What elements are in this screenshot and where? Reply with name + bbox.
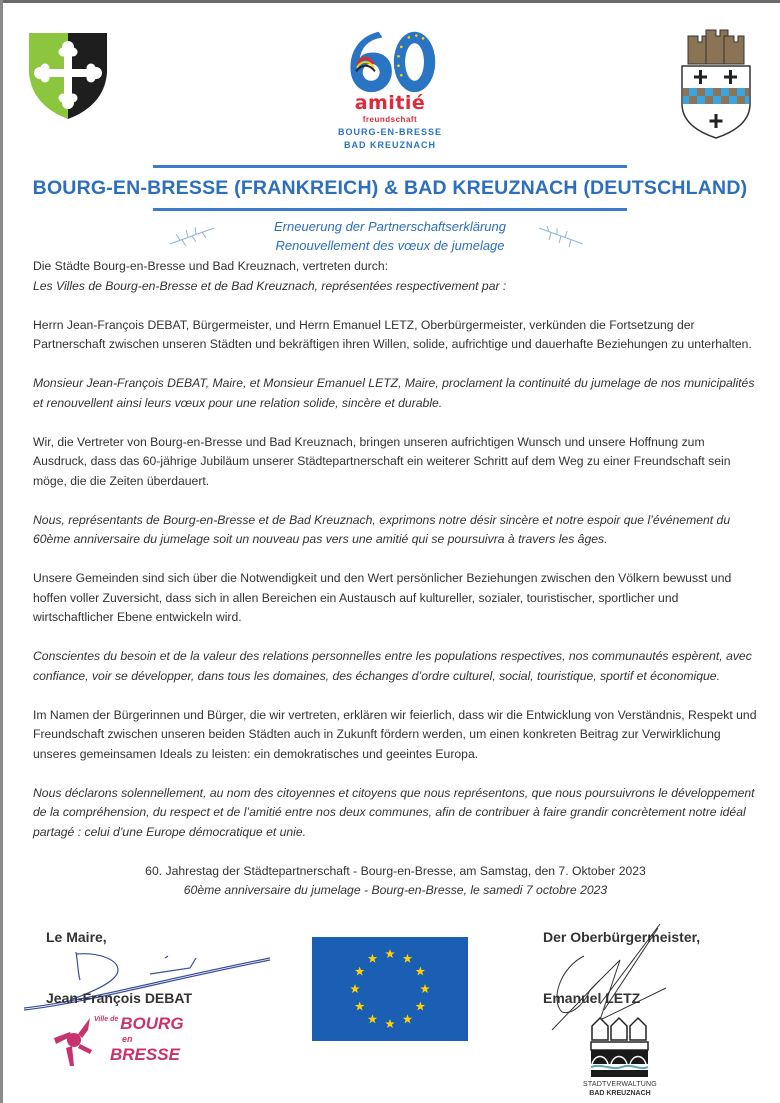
logo-freundschaft-text: freundschaft bbox=[362, 115, 418, 124]
subtitle-block bbox=[0, 217, 780, 255]
page-border-top bbox=[0, 0, 780, 3]
intro-french: Les Villes de Bourg-en-Bresse et de Bad Kreuznach, représentées respectivement par : bbox=[33, 278, 507, 293]
logo-amitie-text: amitié bbox=[354, 92, 426, 114]
paragraph-wish-fr: Nous, représentants de Bourg-en-Bresse et de Bad Kreuznach, exprimons notre désir sincère et notre espoir que l’événement du 60ème anniversaire du jumelage soit un nouveau pas vers une amitié qui se poursuivra à travers les âges. bbox=[33, 512, 731, 546]
date-german: 60. Jahrestag der Städtepartnerschaft - Bourg-en-Bresse, am Samstag, den 7. Oktober 2023 bbox=[145, 863, 646, 878]
subtitle-german: Erneuerung der Partnerschaftserklärung bbox=[274, 219, 506, 234]
eu-star-icon bbox=[385, 949, 395, 958]
eu-star-icon bbox=[403, 954, 413, 963]
paragraph-mayors-fr: Monsieur Jean-François DEBAT, Maire, et Monsieur Emanuel LETZ, Maire, proclament la continuité du jumelage de nos municipalités et renouvellent ainsi leurs vœux pour une relation solide, sincère et durable. bbox=[33, 376, 755, 410]
eu-star-icon bbox=[420, 984, 430, 993]
stadt-logo-line2: BAD KREUZNACH bbox=[589, 1090, 651, 1097]
logo-city-bourg: BOURG-EN-BRESSE bbox=[337, 127, 442, 137]
eu-stars-icon bbox=[312, 937, 468, 1041]
intro-german: Die Städte Bourg-en-Bresse und Bad Kreuznach, vertreten durch: bbox=[33, 259, 388, 273]
stadtverwaltung-logo bbox=[582, 1016, 658, 1103]
document-title: BOURG-EN-BRESSE (FRANKREICH) & BAD KREUZNACH (DEUTSCHLAND) bbox=[32, 177, 748, 199]
bourg-logo-wordmark bbox=[94, 1014, 204, 1065]
logo-city-kreuznach: BAD KREUZNACH bbox=[344, 140, 436, 150]
page-border-left bbox=[0, 0, 3, 1103]
paragraph-wish-de: Wir, die Vertreter von Bourg-en-Bresse und Bad Kreuznach, bringen unseren aufrichtigen Wunsch und unsere Hoffnung zum Ausdruck, dass das 60-jährige Jubiläum unserer Städtepartnerschaft ein weiterer Schritt auf dem Weg zu einer Freundschaft sein möge, die die Zeiten überdauert. bbox=[33, 434, 731, 488]
date-french: 60ème anniversaire du jumelage - Bourg-en-Bresse, le samedi 7 octobre 2023 bbox=[183, 882, 608, 897]
eu-star-icon bbox=[368, 1014, 378, 1023]
stadt-logo-line1: STADTVERWALTUNG bbox=[583, 1081, 657, 1088]
eu-star-icon bbox=[368, 954, 378, 963]
subtitle-french: Renouvellement des vœux de jumelage bbox=[275, 238, 505, 253]
eu-flag bbox=[312, 937, 468, 1041]
sixty-years-logo bbox=[330, 28, 450, 158]
paragraph-exchange-de: Unsere Gemeinden sind sich über die Notwendigkeit und den Wert persönlicher Beziehungen zwischen den Völkern bewusst und hoffen voller Zuversicht, dass sich in allen Bereichen ein Austausch auf kultureller, sozialer, touristischer, sportlicher und wirtschaftlicher Ebene entwickeln wird. bbox=[33, 571, 732, 624]
title-rule-top bbox=[153, 165, 627, 168]
signatory-right-name: Emanuel LETZ bbox=[543, 990, 641, 1006]
bad-kreuznach-crest-icon bbox=[678, 28, 754, 140]
sixty-number-icon bbox=[338, 28, 442, 94]
bourg-logo-line1: BOURG bbox=[120, 1014, 184, 1033]
eu-star-icon bbox=[355, 967, 365, 976]
eu-star-icon bbox=[355, 1002, 365, 1011]
signatory-left-role: Le Maire, bbox=[46, 929, 107, 945]
signatory-right-role: Der Oberbürgermeister, bbox=[543, 929, 701, 945]
bourg-logo-prefix: Ville de bbox=[94, 1016, 119, 1023]
stadt-arches-icon bbox=[590, 1016, 650, 1078]
bourg-logo-line3: BRESSE bbox=[110, 1045, 180, 1064]
signature-debat-icon bbox=[20, 940, 280, 1020]
eu-star-icon bbox=[403, 1014, 413, 1023]
paragraph-exchange-fr: Conscientes du besoin et de la valeur des relations personnelles entre les populations respectives, nos communautés espèrent, avec confiance, voir se développer, dans tous les domaines, des échanges d’ordre culturel, social, touristique, sportif et économique. bbox=[33, 649, 752, 683]
paragraph-mayors-de: Herrn Jean-François DEBAT, Bürgermeister, und Herrn Emanuel LETZ, Oberbürgermeister, verkünden die Fortsetzung der Partnerschaft zwischen unseren Städten und bekräftigen ihren Willen, solide, aufrichtige und dauerhafte Beziehungen zu unterhalten. bbox=[33, 317, 752, 351]
eu-star-icon bbox=[416, 967, 426, 976]
signatory-left-name: Jean-François DEBAT bbox=[46, 990, 192, 1006]
paragraph-declaration-fr: Nous déclarons solennellement, au nom des citoyennes et citoyens que nous représentons, que nous poursuivrons le développement de la compréhension, du respect et de l’amitié entre nos deux communes, afin de contribuer à faire grandir concrètement notre idéal partagé : celui d’une Europe démocratique et unie. bbox=[33, 785, 755, 839]
eu-star-icon bbox=[385, 1019, 395, 1028]
ville-bourg-en-bresse-logo bbox=[52, 1014, 202, 1070]
bourg-logo-row1 bbox=[94, 1014, 204, 1034]
document-body bbox=[33, 257, 758, 900]
eu-star-icon bbox=[416, 1002, 426, 1011]
title-rule-bottom bbox=[153, 208, 627, 211]
bourg-logo-line2: en bbox=[122, 1034, 133, 1044]
bourg-en-bresse-crest-icon bbox=[27, 31, 109, 121]
paragraph-declaration-de: Im Namen der Bürgerinnen und Bürger, die wir vertreten, erklären wir feierlich, dass wir die Entwicklung von Verständnis, Respekt und Freundschaft zwischen unseren beiden Städten auch in Zukunft fördern werden, um einen konkreten Beitrag zur Verwirklichung unseres gemeinsamen Ideals zu leisten: ein demokratisches und geeintes Europa. bbox=[33, 707, 757, 761]
sprig-right-icon bbox=[535, 222, 585, 252]
eu-star-icon bbox=[350, 984, 360, 993]
date-line bbox=[33, 862, 758, 900]
bourg-figure-icon bbox=[52, 1016, 92, 1068]
